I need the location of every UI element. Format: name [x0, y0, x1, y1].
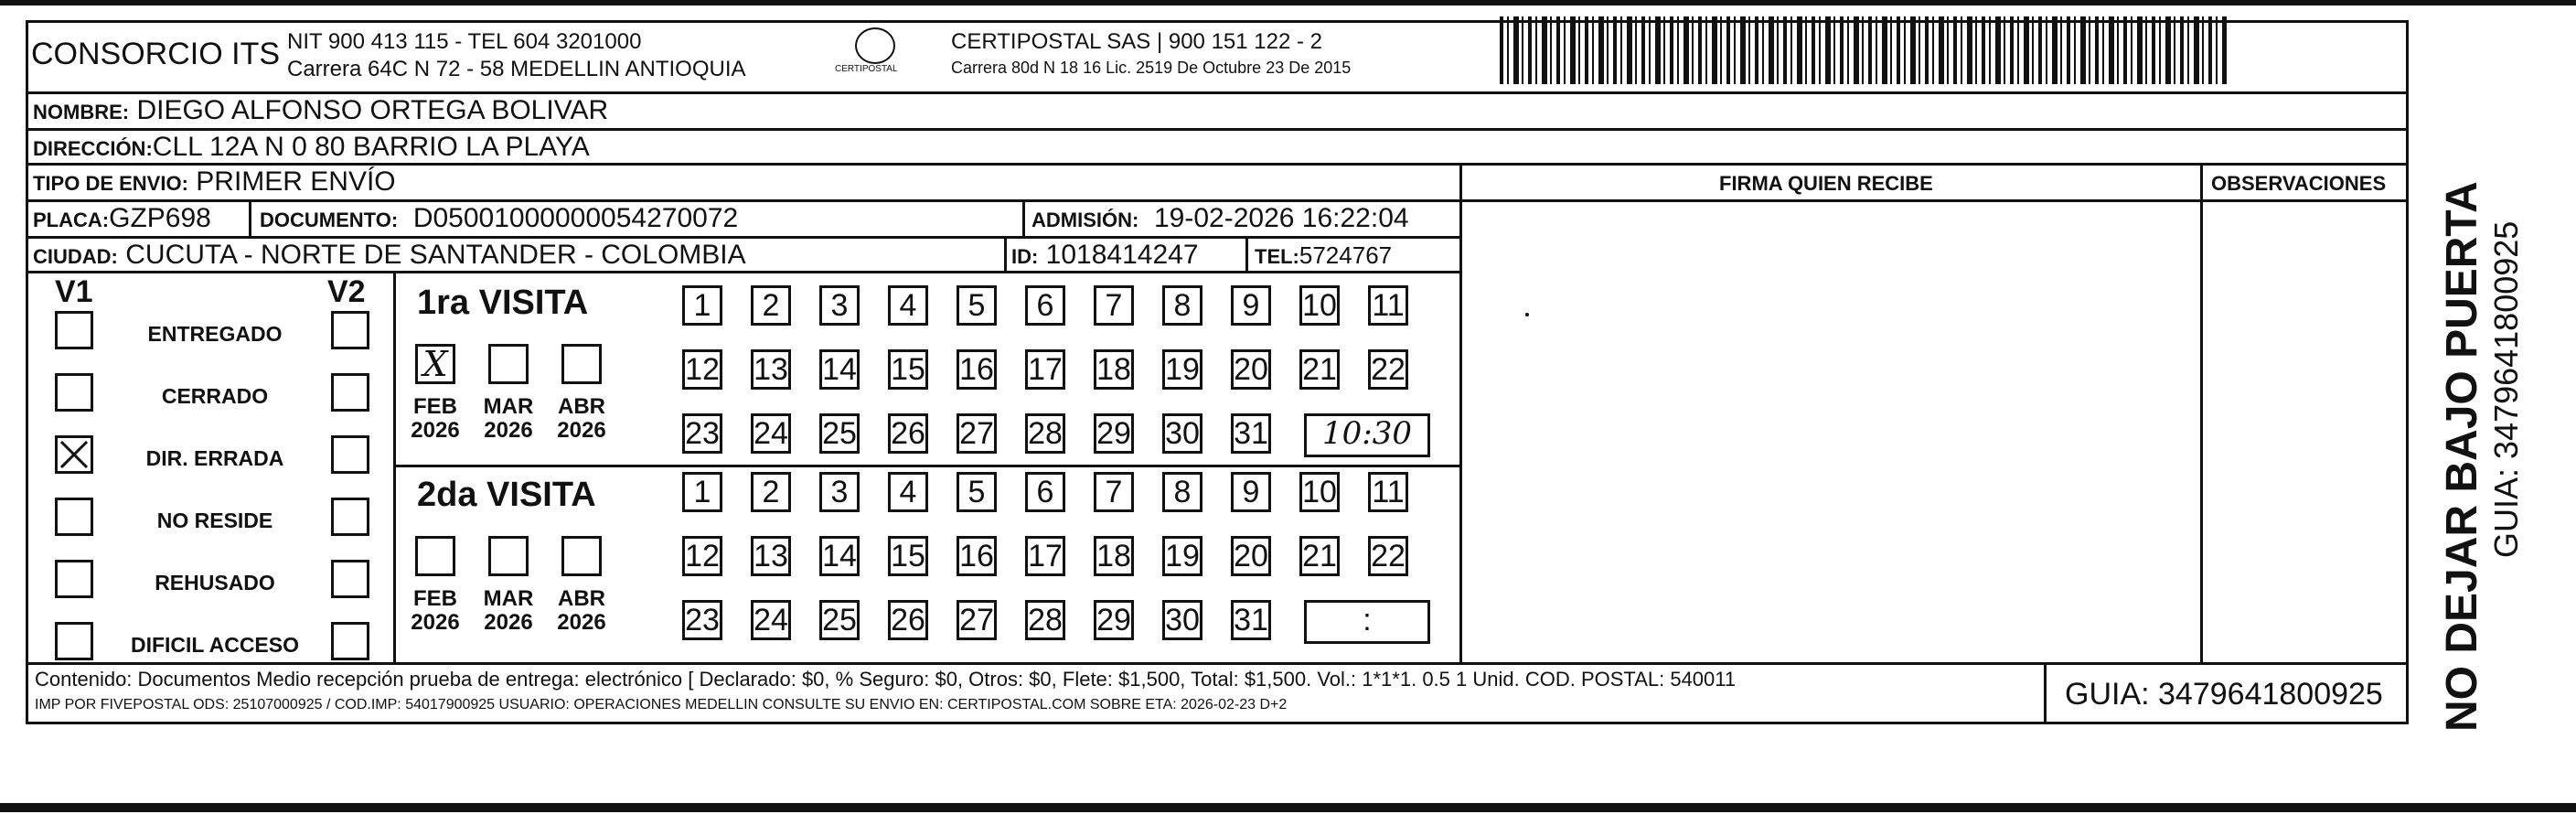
day-box[interactable]: 30	[1162, 600, 1202, 640]
month-name: FEB	[413, 394, 457, 419]
ciudad-value: CUCUTA - NORTE DE SANTANDER - COLOMBIA	[125, 240, 746, 270]
day-box[interactable]: 28	[1025, 413, 1065, 454]
day-box[interactable]: 14	[819, 349, 860, 390]
day-box[interactable]: 18	[1094, 349, 1134, 390]
month-checkbox[interactable]	[488, 344, 529, 384]
v2-checkbox[interactable]	[331, 435, 369, 474]
day-box[interactable]: 13	[751, 349, 791, 390]
id-value: 1018414247	[1045, 240, 1199, 270]
day-box[interactable]: 7	[1094, 285, 1134, 326]
ciudad-label: CIUDAD:	[33, 245, 118, 268]
day-box[interactable]: 31	[1231, 413, 1271, 454]
logo-caption: CERTIPOSTAL	[835, 64, 898, 74]
v2-checkbox[interactable]	[331, 498, 369, 536]
month-label	[410, 587, 461, 635]
nombre-row	[33, 95, 608, 126]
admision-value: 19-02-2026 16:22:04	[1154, 203, 1409, 233]
v2-checkbox[interactable]	[331, 622, 369, 660]
day-box[interactable]: 13	[751, 536, 791, 576]
carrier-info: CERTIPOSTAL SAS | 900 151 122 - 2	[951, 29, 1322, 54]
day-box[interactable]: 18	[1094, 536, 1134, 576]
day-box[interactable]: 16	[957, 536, 997, 576]
imp-line: IMP POR FIVEPOSTAL ODS: 25107000925 / COD.IMP: 54017900925 USUARIO: OPERACIONES MEDELLIN CONSULTE SU ENVIO EN: CERTIPOSTAL.COM SOBRE ETA: 2026-02-23 D+2	[35, 697, 1288, 712]
second-visit-title: 2da VISITA	[417, 476, 596, 514]
day-box[interactable]: 1	[682, 472, 722, 512]
divider	[26, 662, 2409, 665]
divider	[26, 163, 2409, 166]
month-year: 2026	[411, 610, 460, 635]
no-dejar-warning: NO DEJAR BAJO PUERTA	[2438, 181, 2486, 732]
month-year: 2026	[557, 418, 606, 443]
month-name: MAR	[483, 586, 534, 611]
day-box[interactable]: 6	[1025, 285, 1065, 326]
day-box[interactable]: 12	[682, 536, 722, 576]
day-box[interactable]: 3	[819, 472, 860, 512]
day-box[interactable]: 24	[751, 413, 791, 454]
v2-checkbox[interactable]	[331, 311, 369, 349]
day-box[interactable]: 5	[957, 285, 997, 326]
tipo-row	[33, 166, 396, 198]
id-row	[1011, 240, 1199, 271]
day-box[interactable]: 23	[682, 413, 722, 454]
documento-value: D05001000000054270072	[412, 203, 739, 233]
first-visit-title: 1ra VISITA	[417, 284, 589, 322]
day-box[interactable]: 3	[819, 285, 860, 326]
day-box[interactable]: 17	[1025, 349, 1065, 390]
day-box[interactable]: 25	[819, 600, 860, 640]
month-label	[410, 395, 461, 443]
v1-checkbox[interactable]	[55, 373, 93, 412]
day-box[interactable]: 8	[1162, 472, 1202, 512]
month-label	[483, 587, 534, 635]
month-name: ABR	[558, 394, 605, 419]
day-box[interactable]: 20	[1231, 349, 1271, 390]
day-box[interactable]: 11	[1368, 285, 1408, 326]
month-name: ABR	[558, 586, 605, 611]
nombre-value: DIEGO ALFONSO ORTEGA BOLIVAR	[136, 95, 609, 125]
month-label	[483, 395, 534, 443]
month-label	[556, 587, 607, 635]
day-box[interactable]: 26	[888, 600, 928, 640]
day-box[interactable]: 29	[1094, 600, 1134, 640]
day-box[interactable]: 20	[1231, 536, 1271, 576]
month-label	[556, 395, 607, 443]
direccion-label: DIRECCIÓN:	[33, 137, 153, 160]
divider	[1245, 236, 1248, 271]
day-box[interactable]: 9	[1231, 472, 1271, 512]
day-box[interactable]: 22	[1368, 349, 1408, 390]
carrier-license: Carrera 80d N 18 16 Lic. 2519 De Octubre 23 De 2015	[951, 59, 1352, 77]
v2-checkbox[interactable]	[331, 373, 369, 412]
status-label: REHUSADO	[155, 571, 275, 594]
day-box[interactable]: 10	[1299, 285, 1340, 326]
bottom-edge-line	[0, 803, 2576, 812]
month-checkbox[interactable]	[561, 344, 602, 384]
placa-row	[33, 203, 211, 234]
signature-dot	[1525, 313, 1529, 316]
x-mark-icon	[58, 438, 91, 471]
divider	[26, 91, 2409, 94]
divider	[26, 199, 2409, 202]
placa-label: PLACA:	[33, 209, 110, 231]
status-label: DIR. ERRADA	[145, 446, 284, 470]
admision-row	[1031, 203, 1409, 234]
tipo-label: TIPO DE ENVIO:	[33, 172, 188, 195]
day-box[interactable]: 22	[1368, 536, 1408, 576]
admision-label: ADMISIÓN:	[1031, 209, 1139, 231]
day-box[interactable]: 27	[957, 600, 997, 640]
day-box[interactable]: 4	[888, 285, 928, 326]
month-checkbox[interactable]	[415, 536, 455, 576]
day-box[interactable]: 6	[1025, 472, 1065, 512]
tipo-value: PRIMER ENVÍO	[196, 166, 396, 197]
tel-row	[1255, 241, 1392, 270]
day-box[interactable]: 8	[1162, 285, 1202, 326]
divider	[1022, 199, 1025, 236]
v1-checkbox[interactable]	[55, 435, 93, 474]
month-year: 2026	[484, 610, 533, 635]
day-box[interactable]: 25	[819, 413, 860, 454]
firma-header: FIRMA QUIEN RECIBE	[1719, 172, 1933, 195]
contenido-line: Contenido: Documentos Medio recepción prueba de entrega: electrónico [ Declarado: $0, % Seguro: $0, Otros: $0, Flete: $1,500, Total: $1,500. Vol.: 1*1*1. 0.5 1 Unid. COD. POSTAL: 540011	[35, 668, 1737, 691]
day-box[interactable]: 12	[682, 349, 722, 390]
day-box[interactable]: 28	[1025, 600, 1065, 640]
divider	[26, 271, 1461, 273]
day-box[interactable]: 14	[819, 536, 860, 576]
day-box[interactable]: 7	[1094, 472, 1134, 512]
tel-label: TEL:	[1255, 245, 1299, 268]
day-box[interactable]: 15	[888, 536, 928, 576]
time-box[interactable]: 10:30	[1304, 413, 1430, 457]
placa-value: GZP698	[109, 203, 211, 233]
direccion-value: CLL 12A N 0 80 BARRIO LA PLAYA	[152, 132, 590, 162]
divider	[1459, 163, 1462, 662]
divider	[26, 128, 2409, 131]
month-checkbox[interactable]: X	[415, 344, 455, 384]
month-year: 2026	[557, 610, 606, 635]
side-guia: GUIA: 3479641800925	[2487, 220, 2525, 558]
id-label: ID:	[1011, 245, 1039, 268]
day-box[interactable]: 31	[1231, 600, 1271, 640]
month-name: MAR	[483, 394, 534, 419]
day-box[interactable]: 21	[1299, 536, 1340, 576]
status-label: ENTREGADO	[147, 322, 283, 346]
time-box[interactable]: :	[1304, 600, 1430, 644]
day-box[interactable]: 26	[888, 413, 928, 454]
v1-checkbox[interactable]	[55, 622, 93, 660]
v2-checkbox[interactable]	[331, 560, 369, 598]
day-box[interactable]: 27	[957, 413, 997, 454]
ciudad-row	[33, 240, 746, 271]
divider	[2044, 662, 2047, 724]
v1-checkbox[interactable]	[55, 498, 93, 536]
divider	[2200, 163, 2203, 662]
divider	[1004, 236, 1007, 271]
status-label: CERRADO	[161, 384, 269, 408]
direccion-row	[33, 132, 590, 163]
day-box[interactable]: 4	[888, 472, 928, 512]
v1-checkbox[interactable]	[55, 560, 93, 598]
top-edge-line	[0, 0, 2576, 5]
observaciones-header: OBSERVACIONES	[2211, 172, 2387, 195]
month-name: FEB	[413, 586, 457, 611]
divider	[249, 199, 251, 236]
company-name: CONSORCIO ITS	[31, 37, 281, 71]
documento-row	[260, 203, 738, 234]
month-year: 2026	[411, 418, 460, 443]
day-box[interactable]: 2	[751, 472, 791, 512]
day-box[interactable]: 29	[1094, 413, 1134, 454]
guia-box: GUIA: 3479641800925	[2065, 677, 2383, 712]
day-box[interactable]: 2	[751, 285, 791, 326]
day-box[interactable]: 23	[682, 600, 722, 640]
day-box[interactable]: 16	[957, 349, 997, 390]
status-label: NO RESIDE	[156, 509, 273, 532]
documento-label: DOCUMENTO:	[260, 209, 399, 231]
month-year: 2026	[484, 418, 533, 443]
status-label: DIFICIL ACCESO	[130, 633, 299, 657]
day-box[interactable]: 9	[1231, 285, 1271, 326]
day-box[interactable]: 1	[682, 285, 722, 326]
divider	[393, 271, 396, 662]
company-nit: NIT 900 413 115 - TEL 604 3201000	[287, 29, 642, 54]
v1-checkbox[interactable]	[55, 311, 93, 349]
day-box[interactable]: 10	[1299, 472, 1340, 512]
v2-header: V2	[327, 274, 366, 309]
divider	[393, 465, 1461, 467]
day-box[interactable]: 15	[888, 349, 928, 390]
day-box[interactable]: 11	[1368, 472, 1408, 512]
month-checkbox[interactable]	[488, 536, 529, 576]
tel-value: 5724767	[1299, 241, 1393, 269]
month-checkbox[interactable]	[561, 536, 602, 576]
v1-header: V1	[55, 274, 93, 309]
nombre-label: NOMBRE:	[33, 101, 130, 123]
day-box[interactable]: 30	[1162, 413, 1202, 454]
day-box[interactable]: 17	[1025, 536, 1065, 576]
day-box[interactable]: 19	[1162, 536, 1202, 576]
day-box[interactable]: 5	[957, 472, 997, 512]
company-address: Carrera 64C N 72 - 58 MEDELLIN ANTIOQUIA	[287, 57, 746, 81]
day-box[interactable]: 24	[751, 600, 791, 640]
day-box[interactable]: 21	[1299, 349, 1340, 390]
day-box[interactable]: 19	[1162, 349, 1202, 390]
